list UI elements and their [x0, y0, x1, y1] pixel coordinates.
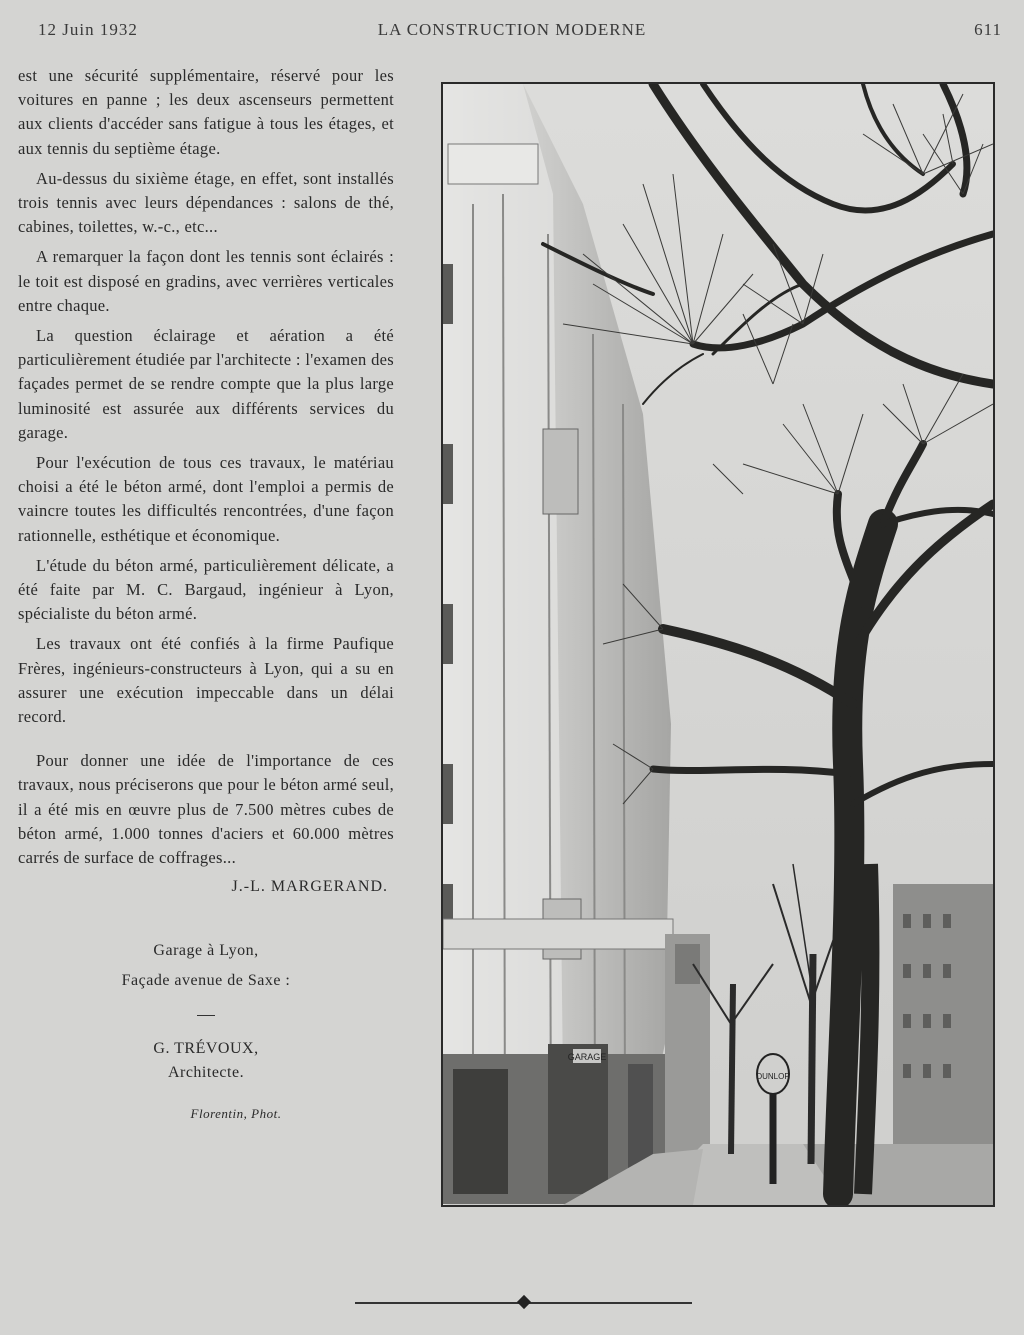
photo-credit: Florentin, Phot.: [190, 1106, 282, 1122]
article-paragraph: Pour l'exécution de tous ces travaux, le matériau choisi a été le béton armé, dont l'emploi a permis de vaincre toutes les difficultés rencontrées, d'une façon rationnelle, esthétique et économique.: [18, 453, 394, 545]
caption-architect: G. TRÉVOUX,: [153, 1040, 259, 1058]
photo-illustration: [443, 84, 993, 1205]
author-signature: J.-L. MARGERAND.: [231, 878, 388, 896]
article-column: [18, 64, 394, 1122]
article-paragraph: Au-dessus du sixième étage, en effet, sont installés trois tennis avec leurs dépendances : salons de thé, cabines, toilettes, w.-c., etc...: [18, 168, 394, 237]
page-header: [0, 20, 1024, 46]
article-paragraph: L'étude du béton armé, particulièrement délicate, a été faite par M. C. Bargaud, ingénieur à Lyon, spécialiste du béton armé.: [18, 555, 394, 624]
lamp-sign-text: DUNLOP: [756, 1072, 790, 1081]
header-page-number: 611: [974, 20, 1002, 39]
caption-line: Garage à Lyon,: [153, 942, 259, 960]
divider-diamond-icon: [517, 1295, 531, 1309]
garage-facade-photo: [441, 82, 995, 1207]
caption-line: Façade avenue de Saxe :: [121, 972, 291, 990]
article-paragraph: Les travaux ont été confiés à la firme Paufique Frères, ingénieurs-constructeurs à Lyon, qui a su en assurer une exécution impeccable dans un délai record.: [18, 634, 394, 727]
article-paragraph: A remarquer la façon dont les tennis sont éclairés : le toit est disposé en gradins, avec verrières verticales entre chaque.: [18, 247, 394, 315]
caption-role: Architecte.: [167, 1064, 245, 1082]
article-paragraph: est une sécurité supplémentaire, réservé pour les voitures en panne ; les deux ascenseurs permettent aux clients d'accéder sans fatigue à tous les étages, et aux tennis du septième étage.: [18, 66, 394, 158]
photo-caption: [18, 936, 394, 1088]
caption-divider: [18, 1000, 394, 1030]
article-paragraph: Pour donner une idée de l'importance de ces travaux, nous préciserons que pour le béton armé seul, il a été mis en œuvre plus de 7.500 mètres cubes de béton armé, 1.000 tonnes d'aciers et 60.000 mètres carrés de surface de coffrages...: [18, 751, 394, 868]
header-date: 12 Juin 1932: [38, 20, 138, 39]
header-journal-title: LA CONSTRUCTION MODERNE: [377, 20, 647, 39]
garage-sign-text: GARAGE: [567, 1052, 607, 1062]
article-paragraph: La question éclairage et aération a été particulièrement étudiée par l'architecte : l'examen des façades permet de se rendre compte que la plus large luminosité est assurée aux différents services du garage.: [18, 326, 394, 442]
